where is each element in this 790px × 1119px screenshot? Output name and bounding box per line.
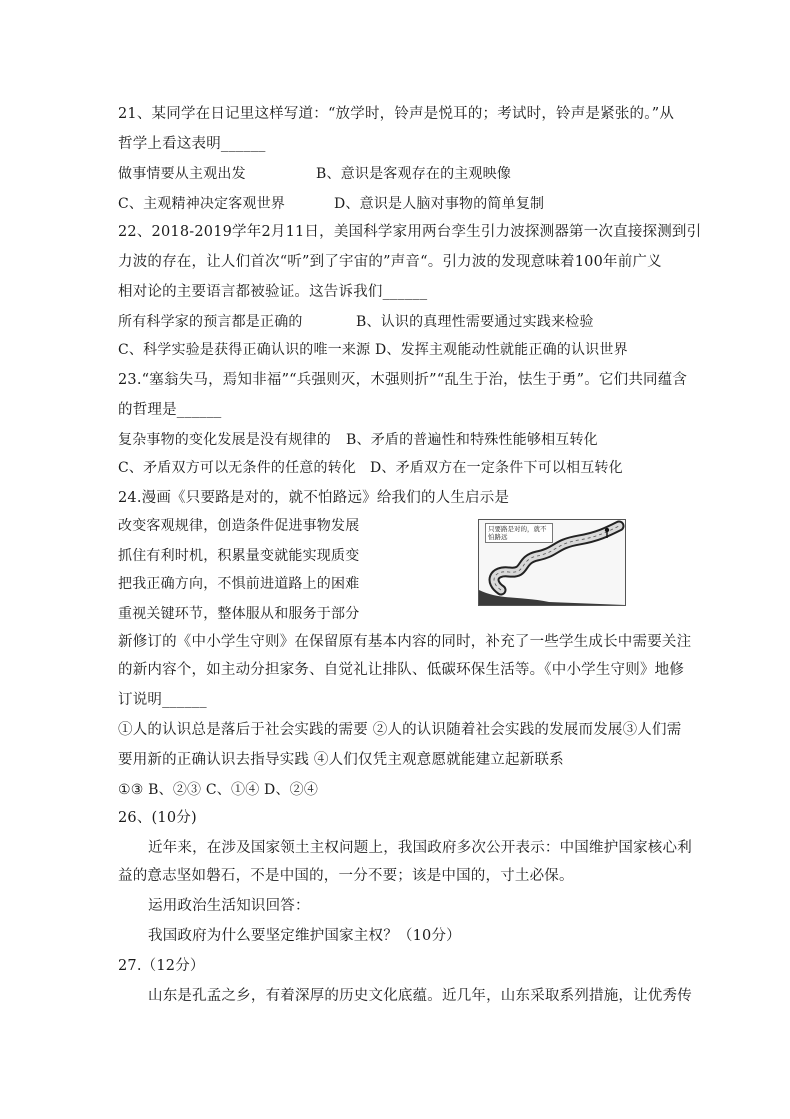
q23-option-b: B、矛盾的普遍性和特殊性能够相互转化	[346, 432, 598, 448]
q22-stem-line3: 相对论的主要语言都被验证。这告诉我们______	[118, 284, 428, 300]
q24-option-c: 把我正确方向，不惧前进道路上的困难	[118, 576, 360, 592]
q21-option-a: 做事情要从主观出发	[118, 166, 246, 182]
cartoon-road-image	[478, 519, 626, 606]
q25-items-line1: ①人的认识总是落后于社会实践的需要 ②人的认识随着社会实践的发展而发展③人们需	[118, 722, 682, 738]
q26-paragraph-line1: 近年来，在涉及国家领土主权问题上，我国政府多次公开表示：中国维护国家核心利	[148, 840, 692, 856]
q22-stem-line2: 力波的存在，让人们首次“听”到了宇宙的”声音“。引力波的发现意味着100年前广义	[118, 254, 662, 270]
q21-option-b: B、意识是客观存在的主观映像	[316, 166, 512, 182]
q26-instruction: 运用政治生活知识回答：	[148, 898, 310, 914]
q23-option-a: 复杂事物的变化发展是没有规律的	[118, 432, 331, 448]
q25-stem-line3: 订说明______	[118, 692, 207, 708]
cartoon-caption: 只要路是对的，就不怕路远	[485, 523, 553, 543]
q27-heading: 27.（12分）	[118, 958, 205, 974]
q23-option-c: C、矛盾双方可以无条件的任意的转化	[118, 460, 357, 476]
q22-option-cd: C、科学实验是获得正确认识的唯一来源 D、发挥主观能动性就能正确的认识世界	[118, 342, 628, 358]
q22-stem-line1: 22、2018-2019学年2月11日，美国科学家用两台孪生引力波探测器第一次直接探测到引	[118, 224, 702, 240]
q25-stem-line2: 的新内容个，如主动分担家务、自觉礼让排队、低碳环保生活等。《中小学生守则》地修	[118, 662, 685, 678]
q24-option-a: 改变客观规律，创造条件促进事物发展	[118, 518, 360, 534]
q21-option-c: C、主观精神决定客观世界	[118, 196, 286, 212]
q27-paragraph-line1: 山东是孔孟之乡，有着深厚的历史文化底蕴。近几年，山东采取系列措施，让优秀传	[148, 988, 692, 1004]
q21-stem-line1: 21、某同学在日记里这样写道：“放学时，铃声是悦耳的；考试时，铃声是紧张的。”从	[118, 106, 675, 122]
q21-option-d: D、意识是人脑对事物的简单复制	[334, 196, 545, 212]
q21-stem-line2: 哲学上看这表明______	[118, 136, 266, 152]
q22-option-b: B、认识的真理性需要通过实践来检验	[356, 314, 594, 330]
q25-stem-line1: 新修订的《中小学生守则》在保留原有基本内容的同时，补充了一些学生成长中需要关注	[118, 634, 692, 650]
q23-stem-line1: 23.“塞翁失马，焉知非福”“兵强则灭，木强则折”“乱生于治，怯生于勇”。它们共同蕴含	[118, 372, 688, 388]
q24-option-d: 重视关键环节，整体服从和服务于部分	[118, 606, 360, 622]
q23-option-d: D、矛盾双方在一定条件下可以相互转化	[370, 460, 623, 476]
q25-choices: ①③ B、②③ C、①④ D、②④	[118, 782, 319, 798]
q26-question: 我国政府为什么要坚定维护国家主权？（10分）	[148, 928, 461, 944]
q26-heading: 26、(10分)	[118, 810, 197, 826]
q22-option-a: 所有科学家的预言都是正确的	[118, 314, 303, 330]
q25-items-line2: 要用新的正确认识去指导实践 ④人们仅凭主观意愿就能建立起新联系	[118, 752, 564, 768]
q24-stem: 24.漫画《只要路是对的，就不怕路远》给我们的人生启示是	[118, 490, 510, 506]
q26-paragraph-line2: 益的意志坚如磐石，不是中国的，一分不要；该是中国的，寸土必保。	[118, 868, 574, 884]
q23-stem-line2: 的哲理是______	[118, 402, 222, 418]
q24-option-b: 抓住有利时机，积累量变就能实现质变	[118, 548, 360, 564]
